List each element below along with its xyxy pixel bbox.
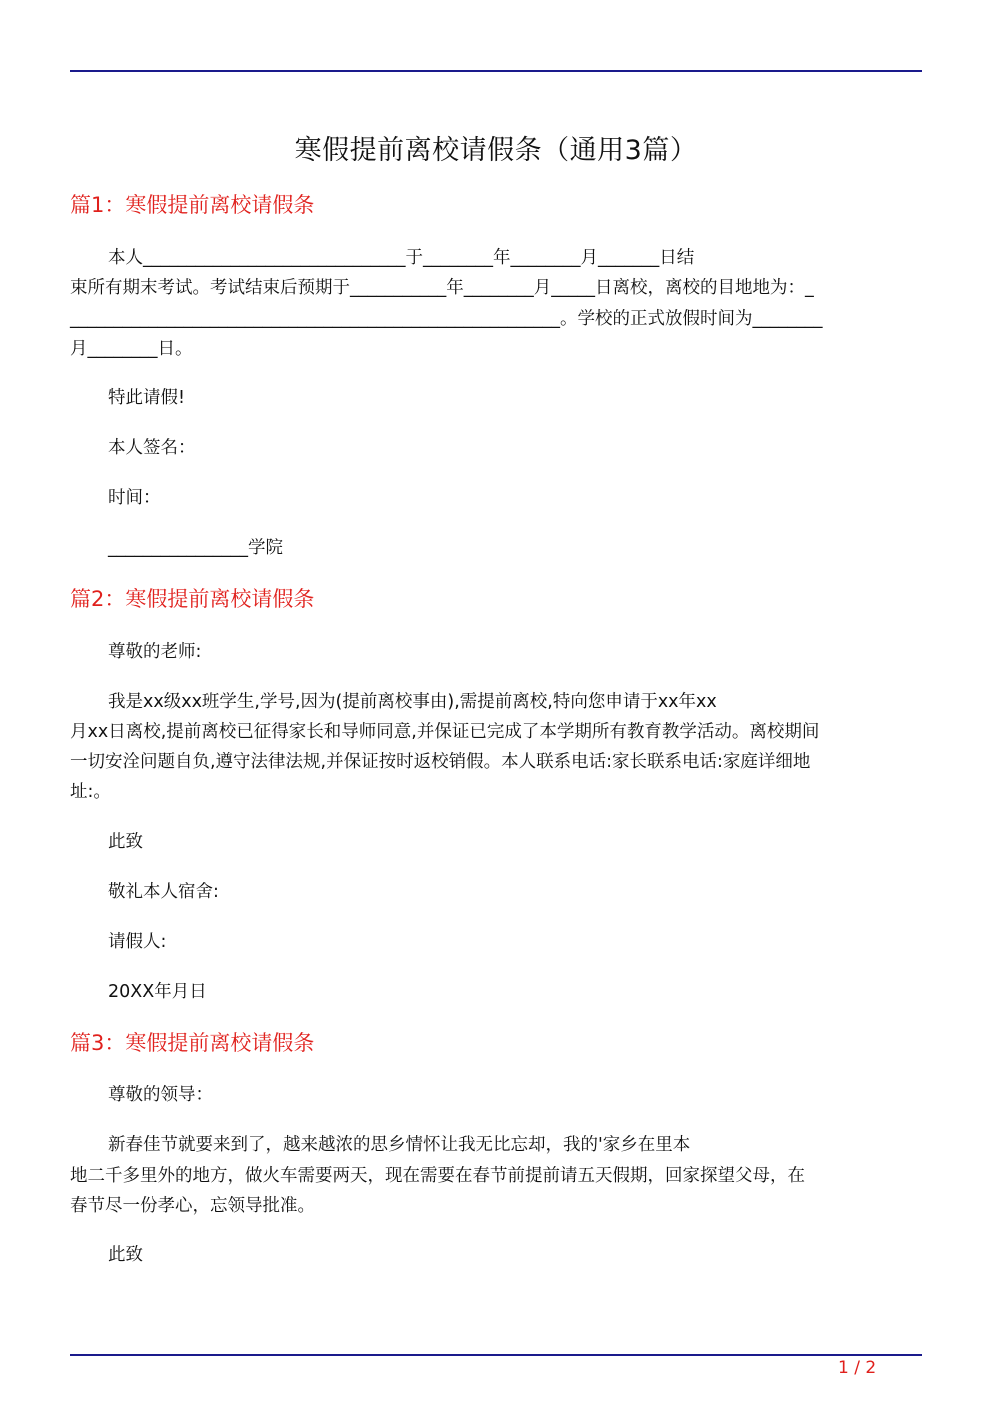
- section-1-item-4: ________________学院: [108, 538, 283, 558]
- section-3-line-1: 新春佳节就要来到了，越来越浓的思乡情怀让我无比忘却，我的'家乡在里本: [108, 1135, 691, 1155]
- section-1-line-3: ________________________________________________________。学校的正式放假时间为________: [70, 309, 823, 329]
- section-2-greeting: 尊敬的老师:: [108, 642, 202, 662]
- section-2-line-1: 我是xx级xx班学生,学号,因为(提前离校事由),需提前离校,特向您申请于xx年xx: [108, 692, 717, 712]
- header-rule: [70, 70, 922, 72]
- section-2-item-2: 敬礼本人宿舍:: [108, 882, 219, 902]
- section-1-heading: 篇1：寒假提前离校请假条: [70, 193, 315, 217]
- section-1-line-4: 月________日。: [70, 339, 193, 359]
- section-2-line-2: 月xx日离校,提前离校已征得家长和导师同意,并保证已完成了本学期所有教育教学活动。离校期间: [70, 722, 820, 742]
- section-2-line-3: 一切安洤问题自负,遵守法律法规,并保证按时返校销假。本人联系电话:家长联系电话:家庭详细地: [70, 752, 811, 772]
- document-title: 寒假提前离校请假条（通用3篇）: [294, 135, 698, 166]
- section-1-item-2: 本人签名：: [108, 438, 196, 458]
- section-1-line-1: 本人______________________________于________年________月_______日结: [108, 248, 695, 268]
- section-1-line-2: 束所有期末考试。考试结束后预期于___________年________月_____日离校，离校的目地地为：_: [70, 278, 814, 298]
- section-3-item-1: 此致: [108, 1245, 143, 1265]
- section-3-line-3: 春节尽一份孝心，忘领导批准。: [70, 1196, 315, 1216]
- section-2-item-3: 请假人:: [108, 932, 167, 952]
- section-3-line-2: 地二千多里外的地方，做火车需要两天，现在需要在春节前提前请五天假期，回家探望父母，在: [70, 1166, 805, 1186]
- section-3-greeting: 尊敬的领导：: [108, 1085, 213, 1105]
- page-number: 1 / 2: [838, 1358, 877, 1378]
- section-1-item-3: 时间：: [108, 488, 161, 508]
- section-2-line-4: 址:。: [70, 782, 111, 802]
- section-2-heading: 篇2：寒假提前离校请假条: [70, 587, 315, 611]
- footer-rule: [70, 1354, 922, 1356]
- section-2-item-4: 20XX年月日: [108, 982, 207, 1002]
- section-3-heading: 篇3：寒假提前离校请假条: [70, 1031, 315, 1055]
- section-2-item-1: 此致: [108, 832, 143, 852]
- section-1-item-1: 特此请假!: [108, 388, 186, 408]
